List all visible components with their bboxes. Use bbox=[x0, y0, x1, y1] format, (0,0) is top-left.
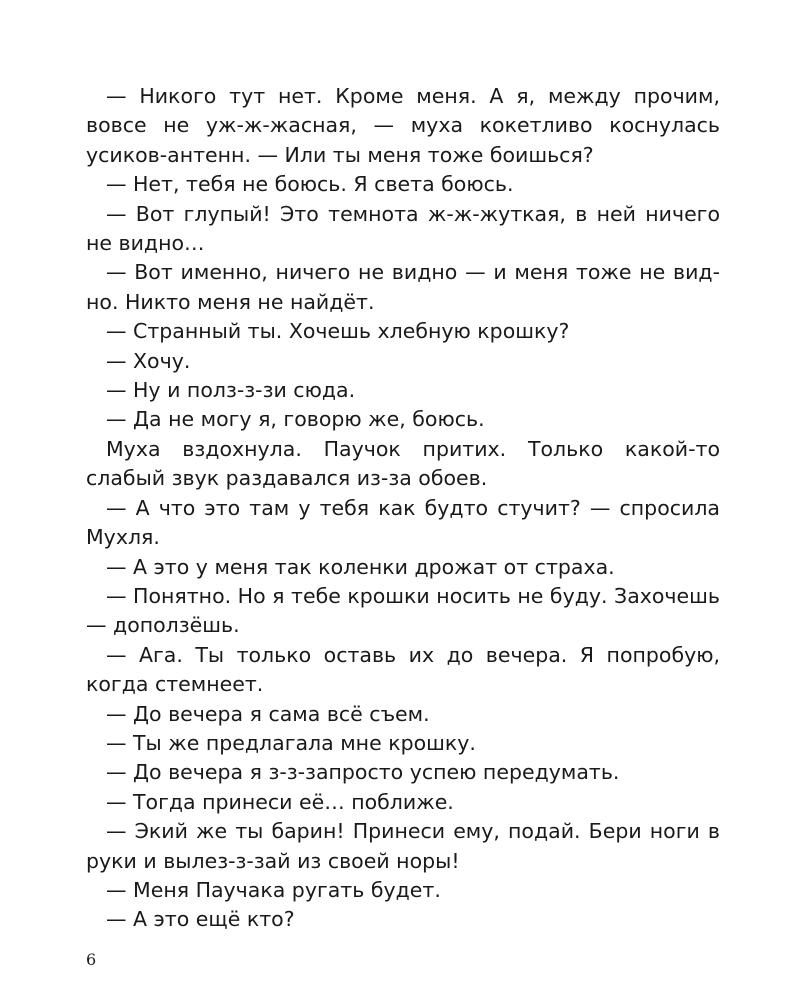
paragraph: — Экий же ты барин! Принеси ему, подай. Бери ноги в руки и вылез-з-зай из своей норы! bbox=[86, 819, 720, 873]
paragraph: Муха вздохнула. Паучок притих. Только какой-то слабый звук раздавался из-за обоев. bbox=[86, 436, 720, 491]
paragraph: — Нет, тебя не боюсь. Я света боюсь. bbox=[106, 172, 514, 197]
paragraph: — А что это там у тебя как будто стучит? — спросила Мухля. bbox=[86, 495, 720, 550]
paragraph: — Ага. Ты только оставь их до вечера. Я попробую, когда стемнеет. bbox=[86, 642, 720, 697]
paragraph: — Хочу. bbox=[106, 348, 191, 373]
paragraph: — Да не могу я, говорю же, боюсь. bbox=[106, 407, 485, 432]
paragraph: — До вечера я з-з-запросто успею передумать. bbox=[106, 760, 620, 785]
paragraph: — Меня Паучака ругать будет. bbox=[106, 877, 441, 902]
paragraph: — Вот именно, ничего не видно — и меня тоже не видно. Никто меня не найдёт. bbox=[86, 260, 720, 314]
page-number: 6 bbox=[86, 950, 97, 969]
paragraph: — Странный ты. Хочешь хлебную крошку? bbox=[106, 319, 570, 344]
paragraph: — Ты же предлагала мне крошку. bbox=[106, 730, 476, 755]
paragraph: — Никого тут нет. Кроме меня. А я, между прочим, вовсе не уж-ж-жасная, — муха кокетливо коснулась усиков-антенн. — Или ты меня тоже боишься? bbox=[86, 84, 720, 167]
story-text bbox=[86, 82, 720, 935]
paragraph: — Ну и полз-з-зи сюда. bbox=[106, 378, 356, 403]
paragraph: — Понятно. Но я тебе крошки носить не буду. Захочешь — доползёшь. bbox=[86, 583, 720, 638]
paragraph: — А это ещё кто? bbox=[106, 907, 295, 932]
paragraph: — А это у меня так коленки дрожат от страха. bbox=[106, 554, 615, 579]
paragraph: — До вечера я сама всё съем. bbox=[106, 701, 430, 726]
paragraph: — Тогда принеси её… поближе. bbox=[106, 789, 454, 814]
paragraph: — Вот глупый! Это темнота ж-ж-жуткая, в ней ничего не видно… bbox=[86, 201, 720, 256]
